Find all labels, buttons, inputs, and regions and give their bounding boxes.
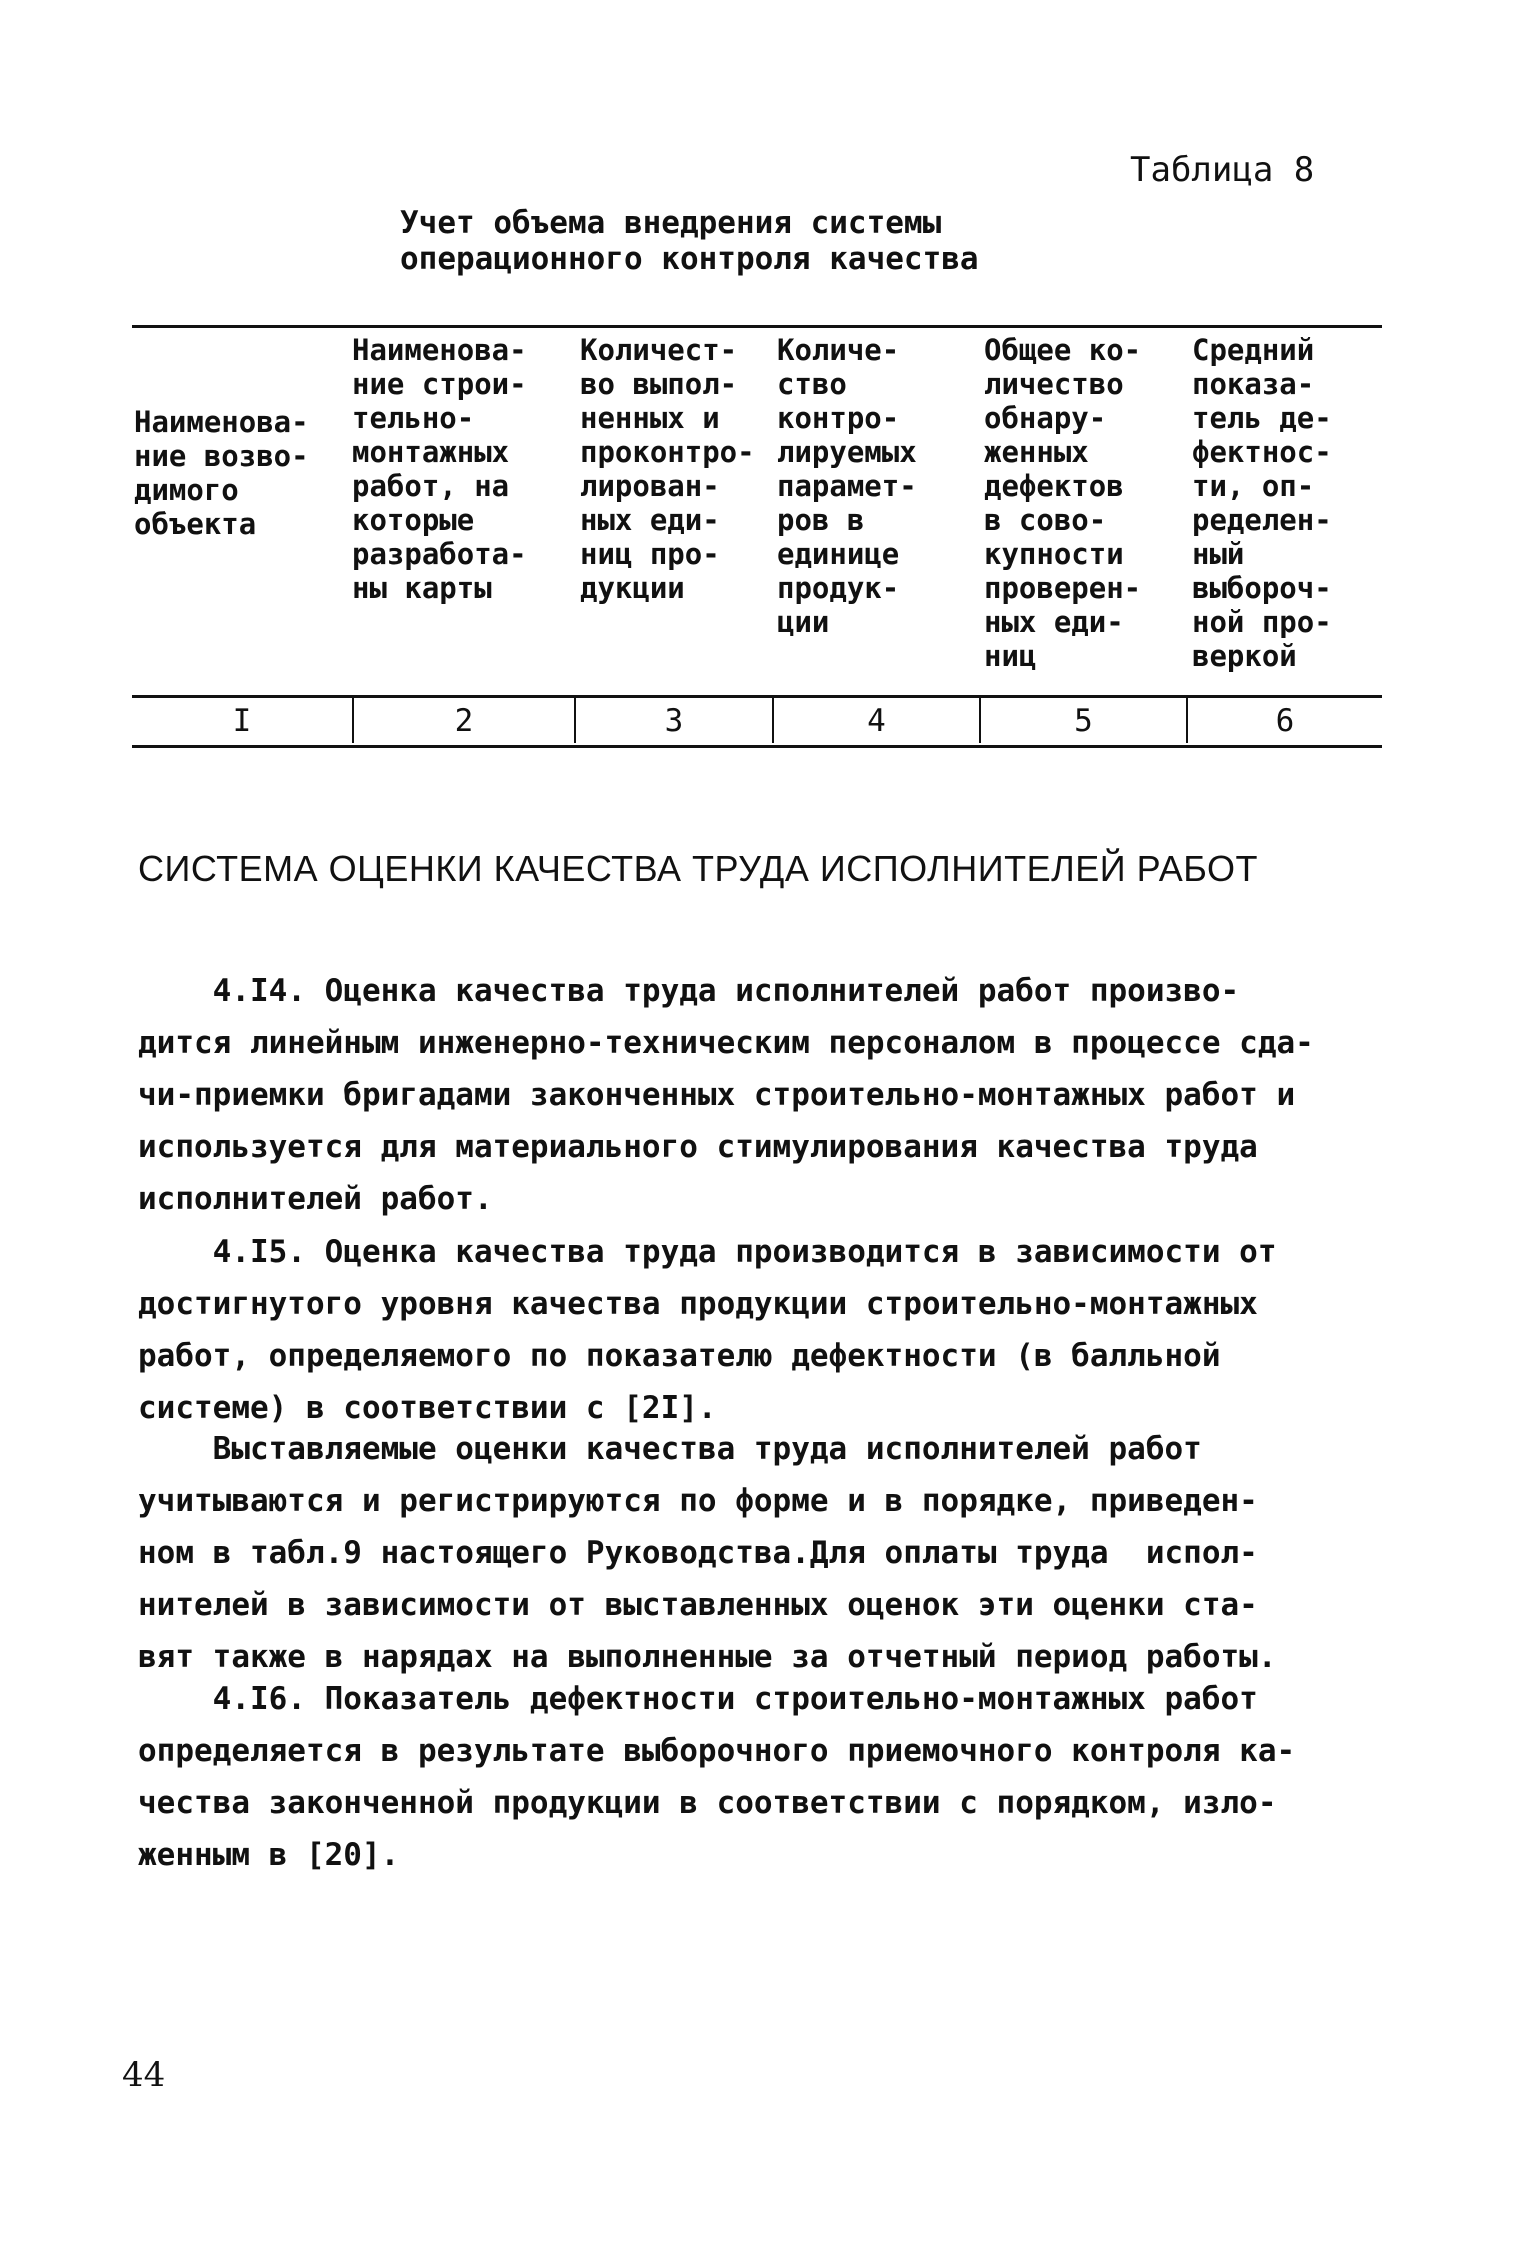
table-bottom-rule [132,745,1382,748]
table-label: Таблица 8 [1130,150,1315,190]
table-title [400,205,979,277]
column-header-1: Наименова- ние возво- димого объекта [134,405,309,541]
table-header-rule [132,695,1382,698]
table-top-rule [132,325,1382,328]
column-header-6: Средний показа- тель де- фектнос- ти, оп- ределен- ный выбороч- ной про- веркой [1192,333,1332,673]
column-number-3: 3 [664,703,684,739]
column-header-3: Количест- во выпол- ненных и проконтро- лирован- ных еди- ниц про- дукции [580,333,755,605]
column-number-2: 2 [454,703,474,739]
column-number-4: 4 [867,703,886,739]
column-number-6: 6 [1275,703,1295,739]
paragraph-assessment-recording: Выставляемые оценки качества труда исполнителей работ учитываются и регистрируются по форме и в порядке, приведен- ном в табл.9 настоящего Руководства.Для оплаты труда испол- нителей в зависимости от выставленных оценок эти оценки ста- вят также в нарядах на выполненные за отчетный период работы. [138,1431,1277,1675]
table-title-line-1: Учет объема внедрения системы [400,205,942,241]
column-number-5: 5 [1074,703,1093,739]
paragraph-4-16: 4.I6. Показатель дефектности строительно-монтажных работ определяется в результате выборочного приемочного контроля ка- чества законченной продукции в соответствии с порядком, изло- женным в [20]. [138,1681,1296,1873]
column-number-1: I [232,703,252,739]
column-header-4: Количе- ство контро- лируемых парамет- ров в единице продук- ции [777,333,917,639]
column-header-5: Общее ко- личество обнару- женных дефектов в сово- купности проверен- ных еди- ниц [984,333,1142,673]
paragraph-4-14: 4.I4. Оценка качества труда исполнителей работ произво- дится линейным инженерно-техническим персоналом в процессе сда- чи-приемки бригадами законченных строительно-монтажных работ и используется для материального стимулирования качества труда исполнителей работ. [138,973,1314,1217]
paragraph-4-15: 4.I5. Оценка качества труда производится в зависимости от достигнутого уровня качества продукции строительно-монтажных работ, определяемого по показателю дефектности (в балльной системе) в соответствии с [2I]. [138,1234,1277,1426]
table-title-line-2: операционного контроля качества [400,241,979,277]
column-header-2: Наименова- ние строи- тельно- монтажных работ, на которые разработа- ны карты [352,333,527,605]
page-number: 44 [122,2055,166,2095]
section-heading: СИСТЕМА ОЦЕНКИ КАЧЕСТВА ТРУДА ИСПОЛНИТЕЛЕЙ РАБОТ [138,848,1259,889]
